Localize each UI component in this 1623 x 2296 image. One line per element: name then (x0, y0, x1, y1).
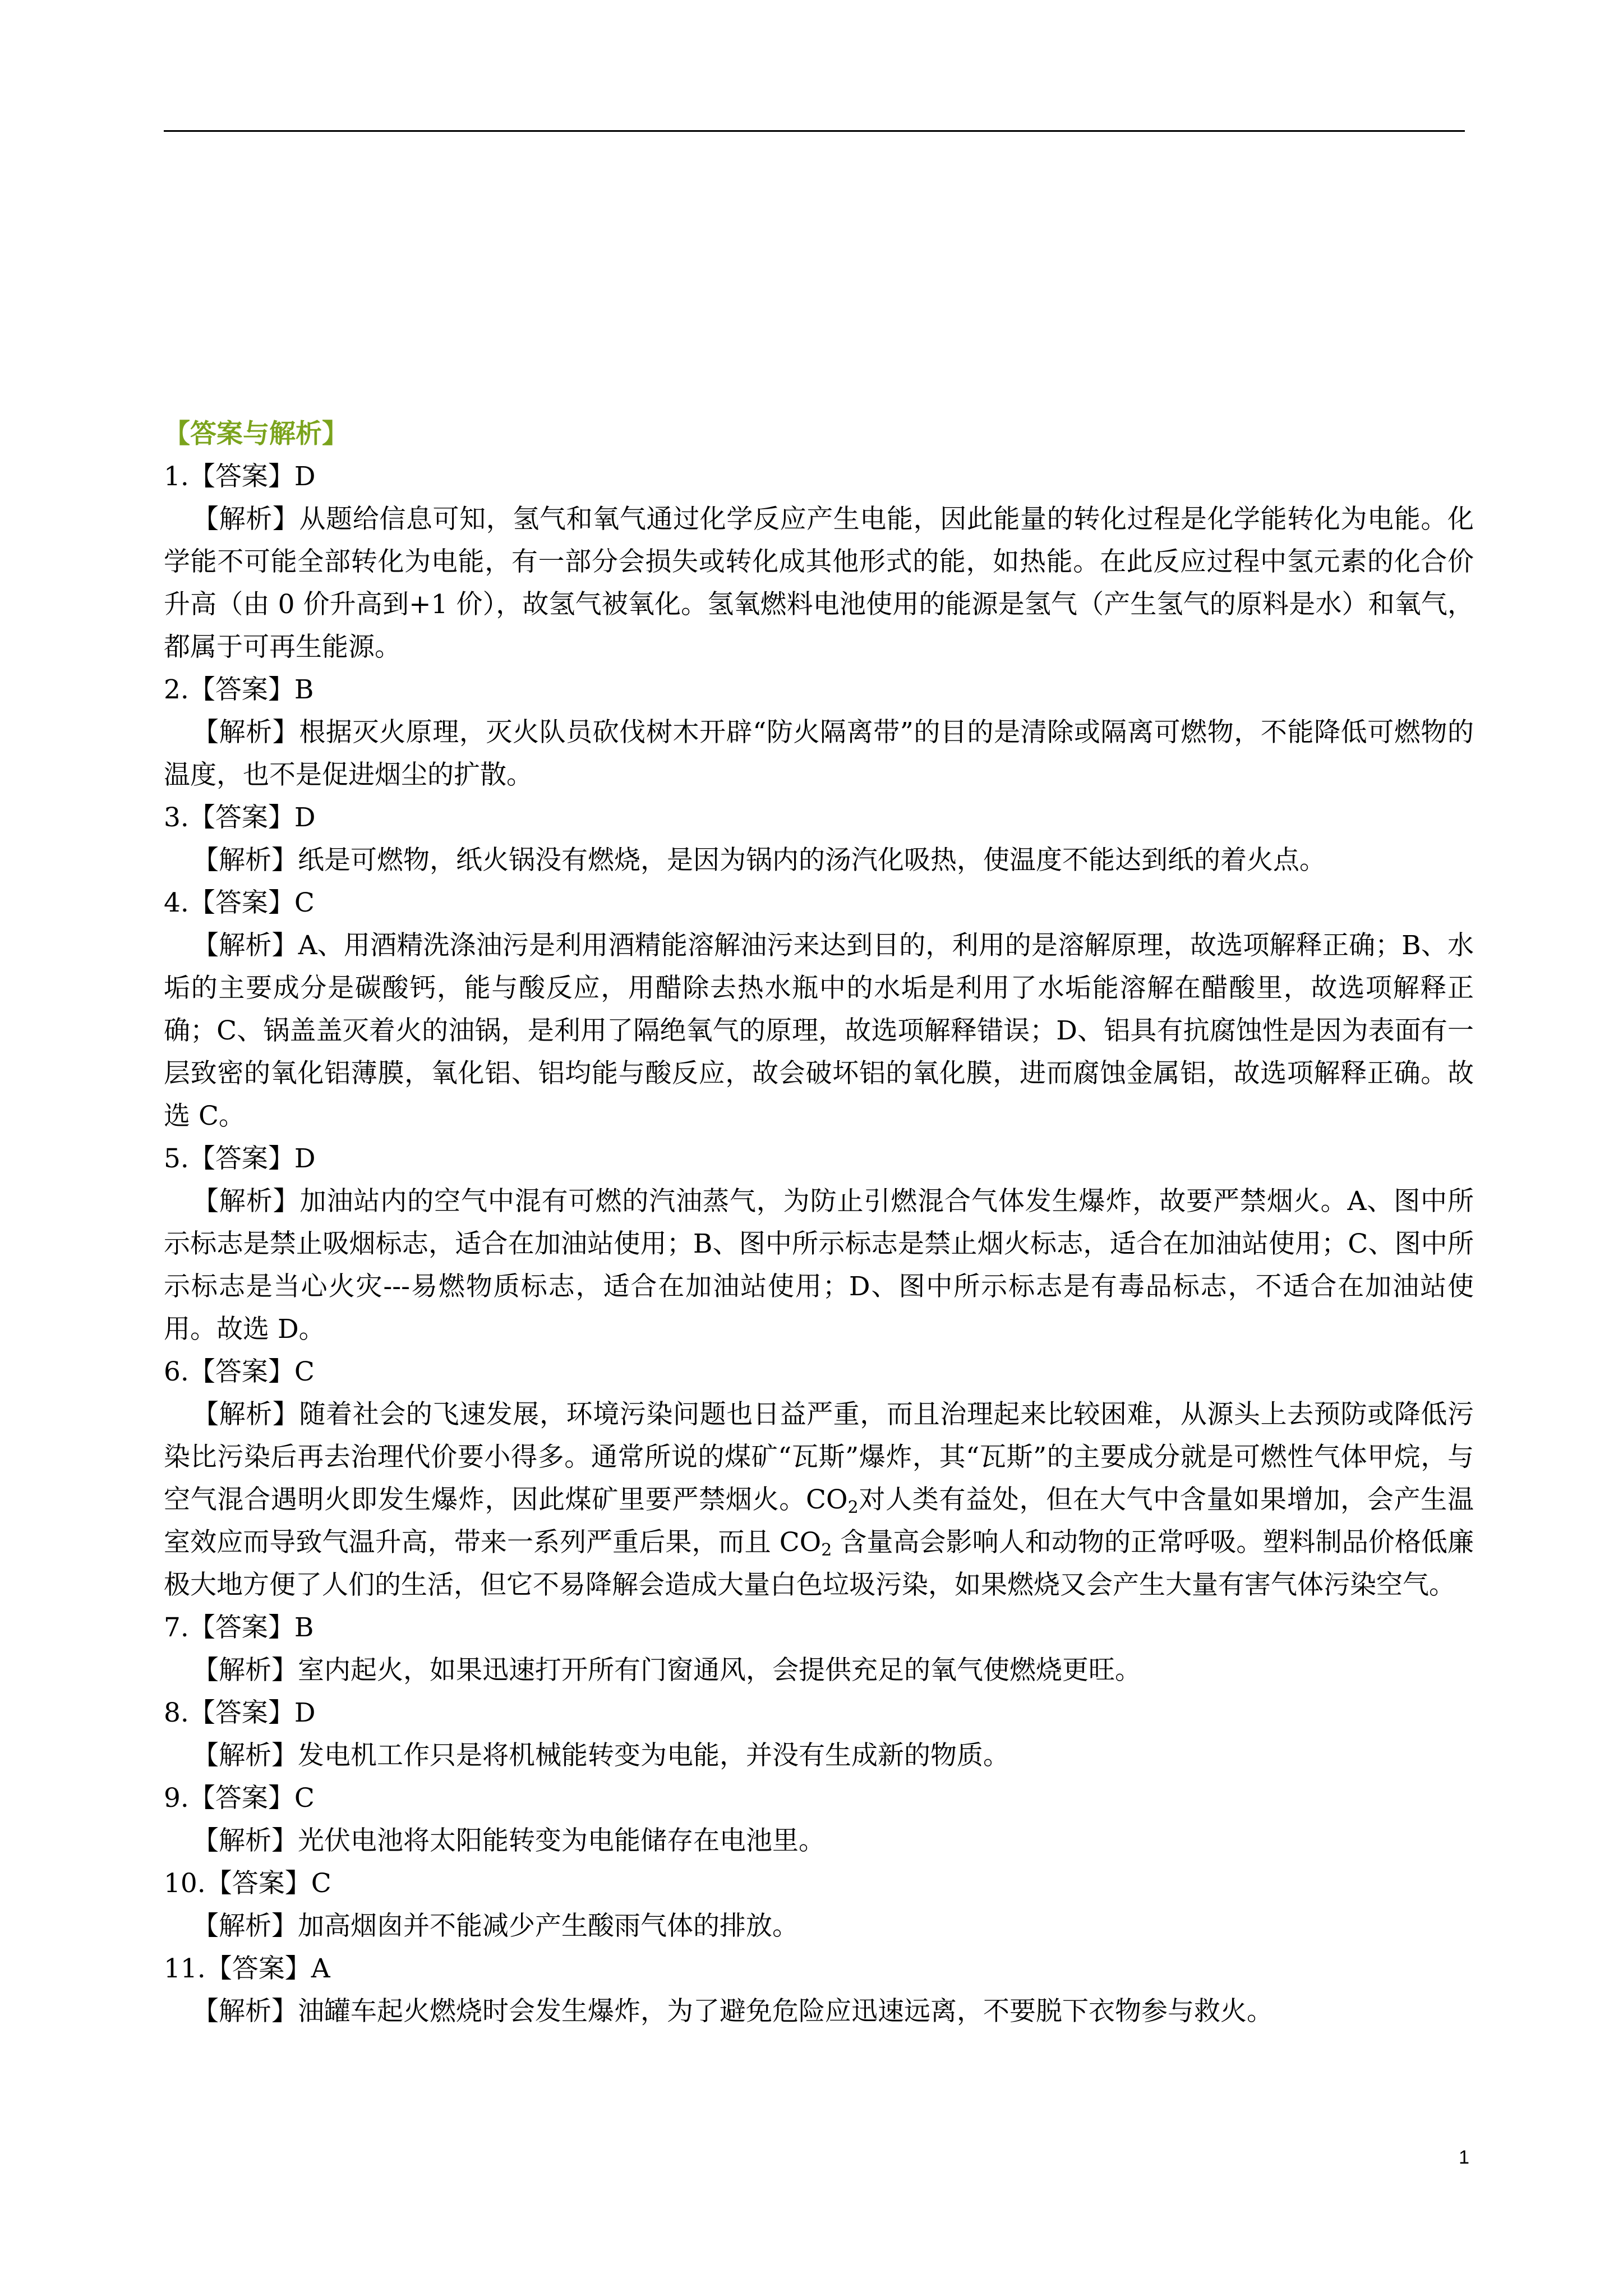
analysis-7 (164, 1649, 1474, 1692)
answer-8: 8.【答案】D (164, 1697, 316, 1728)
analysis-8 (164, 1734, 1474, 1777)
answer-3: 3.【答案】D (164, 802, 316, 833)
analysis-7-text: 【解析】室内起火，如果迅速打开所有门窗通风，会提供充足的氧气使燃烧更旺。 (192, 1655, 1141, 1686)
answer-2: 2.【答案】B (164, 674, 314, 705)
analysis-4 (164, 924, 1474, 1138)
answer-section (164, 413, 1474, 2033)
analysis-5-text: 【解析】加油站内的空气中混有可燃的汽油蒸气，为防止引燃混合气体发生爆炸，故要严禁烟火。A、图中所示标志是禁止吸烟标志，适合在加油站使用；B、图中所示标志是禁止烟火标志，适合在加油站使用；C、图中所示标志是当心火灾---易燃物质标志，适合在加油站使用；D、图中所示标志是有毒品标志，不适合在加油站使用。故选 D。 (164, 1186, 1474, 1345)
answer-11: 11.【答案】A (164, 1953, 330, 1984)
answer-7: 7.【答案】B (164, 1612, 314, 1643)
analysis-4-text: 【解析】A、用酒精洗涤油污是利用酒精能溶解油污来达到目的，利用的是溶解原理，故选项解释正确；B、水垢的主要成分是碳酸钙，能与酸反应，用醋除去热水瓶中的水垢是利用了水垢能溶解在醋酸里，故选项解释正确；C、锅盖盖灭着火的油锅，是利用了隔绝氧气的原理，故选项解释错误；D、铝具有抗腐蚀性是因为表面有一层致密的氧化铝薄膜，氧化铝、铝均能与酸反应，故会破坏铝的氧化膜，进而腐蚀金属铝，故选项解释正确。故选 C。 (164, 930, 1474, 1131)
header-rule (164, 130, 1465, 132)
analysis-6-text-c: 含量高会影响人和动物的正常呼吸。塑料制品价格低廉极大地方便了人们的生活，但它不易降解会造成大量白色垃圾污染，如果燃烧又会产生大量有害气体污染空气。 (164, 1527, 1474, 1600)
analysis-11 (164, 1990, 1474, 2033)
answer-6: 6.【答案】C (164, 1356, 315, 1387)
analysis-10-text: 【解析】加高烟囱并不能减少产生酸雨气体的排放。 (192, 1911, 799, 1941)
analysis-6 (164, 1393, 1474, 1607)
analysis-9 (164, 1820, 1474, 1862)
answer-10: 10.【答案】C (164, 1868, 331, 1899)
answer-1: 1.【答案】D (164, 461, 316, 492)
answer-4: 4.【答案】C (164, 887, 315, 918)
section-heading: 【答案与解析】 (164, 418, 348, 449)
analysis-3-text: 【解析】纸是可燃物，纸火锅没有燃烧，是因为锅内的汤汽化吸热，使温度不能达到纸的着火点。 (192, 845, 1326, 876)
co2-subscript: 2 (821, 1540, 832, 1560)
analysis-2 (164, 711, 1474, 797)
analysis-1 (164, 498, 1474, 669)
analysis-9-text: 【解析】光伏电池将太阳能转变为电能储存在电池里。 (192, 1825, 825, 1856)
analysis-10 (164, 1905, 1474, 1948)
analysis-8-text: 【解析】发电机工作只是将机械能转变为电能，并没有生成新的物质。 (192, 1740, 1009, 1771)
answer-9: 9.【答案】C (164, 1783, 315, 1814)
answer-5: 5.【答案】D (164, 1143, 316, 1174)
analysis-3 (164, 839, 1474, 882)
analysis-11-text: 【解析】油罐车起火燃烧时会发生爆炸，为了避免危险应迅速远离，不要脱下衣物参与救火。 (192, 1996, 1273, 2027)
page-number: 1 (1459, 2147, 1469, 2168)
analysis-2-text: 【解析】根据灭火原理，灭火队员砍伐树木开辟“防火隔离带”的目的是清除或隔离可燃物，不能降低可燃物的温度，也不是促进烟尘的扩散。 (164, 717, 1474, 790)
analysis-6-text-b: 对人类有益处，但在大气中含量如果增加，会产生温室效应而导致气温升高，带来一系列严重后果，而且 CO (164, 1484, 1474, 1558)
analysis-6-text-a: 【解析】随着社会的飞速发展，环境污染问题也日益严重，而且治理起来比较困难，从源头上去预防或降低污染比污染后再去治理代价要小得多。通常所说的煤矿“瓦斯”爆炸，其“瓦斯”的主要成分就是可燃性气体甲烷，与空气混合遇明火即发生爆炸，因此煤矿里要严禁烟火。CO (164, 1399, 1474, 1515)
analysis-5 (164, 1180, 1474, 1351)
co2-subscript: 2 (847, 1498, 859, 1517)
analysis-1-text: 【解析】从题给信息可知，氢气和氧气通过化学反应产生电能，因此能量的转化过程是化学能转化为电能。化学能不可能全部转化为电能，有一部分会损失或转化成其他形式的能，如热能。在此反应过程中氢元素的化合价升高（由 0 价升高到+1 价），故氢气被氧化。氢氧燃料电池使用的能源是氢气（产生氢气的原料是水）和氧气，都属于可再生能源。 (164, 504, 1474, 662)
